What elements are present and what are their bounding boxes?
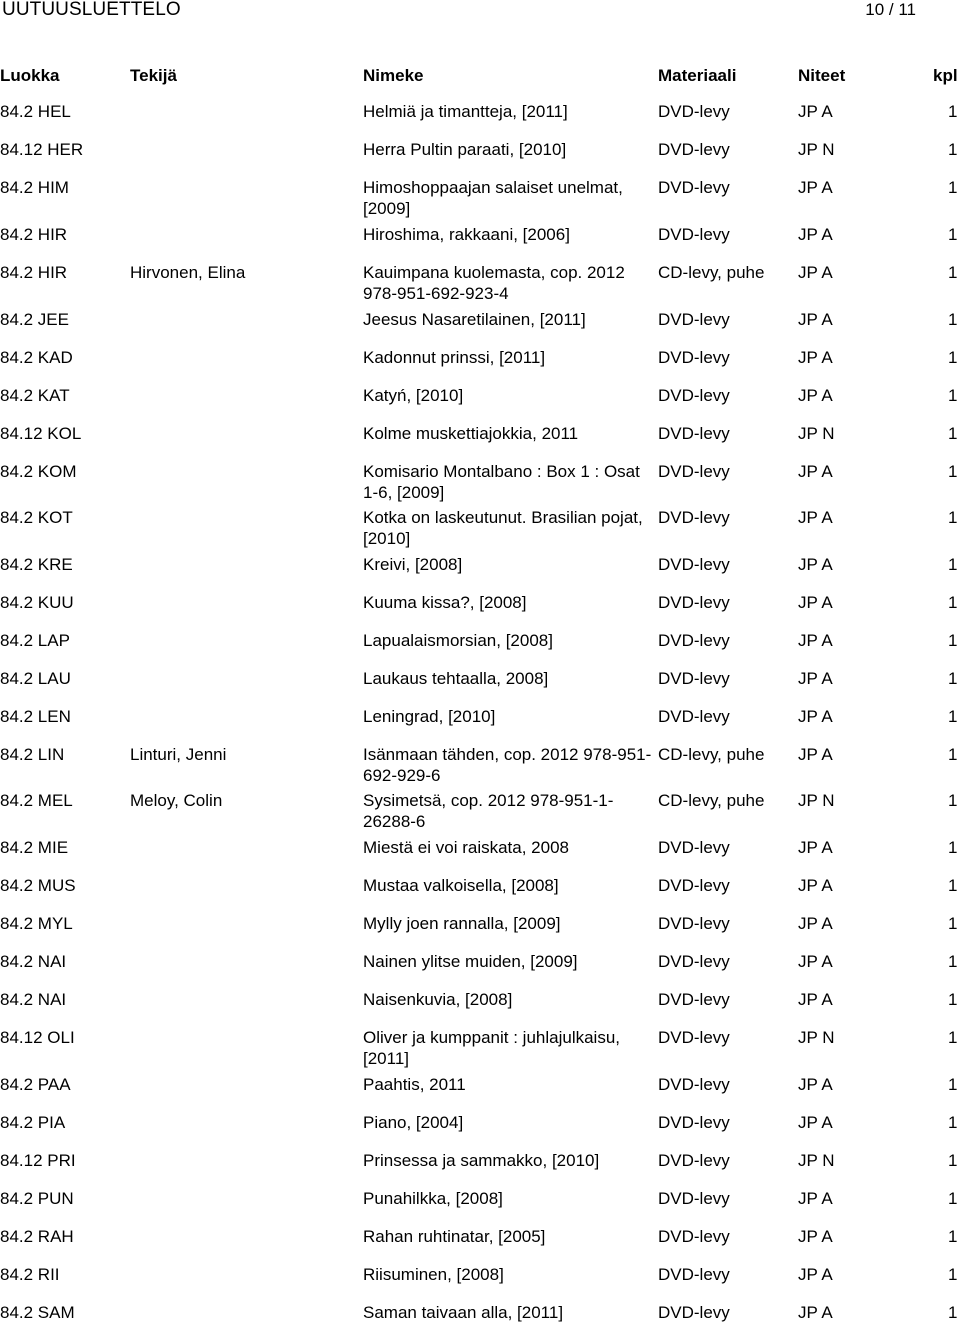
cell-tekija: Linturi, Jenni — [130, 745, 227, 764]
cell-nimeke: Himoshoppaajan salaiset unelmat, [2009] — [363, 178, 623, 218]
cell-niteet: JP A — [798, 593, 833, 612]
cell-nimeke: Kuuma kissa?, [2008] — [363, 593, 527, 612]
cell-materiaali: DVD-levy — [658, 424, 730, 443]
cell-materiaali: DVD-levy — [658, 990, 730, 1009]
cell-niteet: JP A — [798, 1227, 833, 1246]
cell-nimeke: Leningrad, [2010] — [363, 707, 496, 726]
cell-luokka: 84.2 MUS — [0, 876, 76, 895]
cell-niteet: JP N — [798, 1151, 835, 1170]
cell-luokka: 84.2 RAH — [0, 1227, 74, 1246]
cell-luokka: 84.2 NAI — [0, 952, 67, 971]
cell-materiaali: DVD-levy — [658, 1189, 730, 1208]
cell-kpl: 1 — [948, 555, 958, 574]
cell-luokka: 84.2 KOM — [0, 462, 77, 481]
cell-kpl: 1 — [948, 593, 958, 612]
cell-materiaali: CD-levy, puhe — [658, 263, 765, 282]
cell-nimeke: Herra Pultin paraati, [2010] — [363, 140, 567, 159]
cell-kpl: 1 — [948, 838, 958, 857]
column-header-luokka: Luokka — [0, 66, 60, 85]
cell-kpl: 1 — [948, 263, 958, 282]
cell-kpl: 1 — [948, 102, 958, 121]
cell-kpl: 1 — [948, 791, 958, 810]
cell-luokka: 84.2 KAD — [0, 348, 73, 367]
cell-materiaali: CD-levy, puhe — [658, 745, 765, 764]
cell-kpl: 1 — [948, 424, 958, 443]
cell-materiaali: DVD-levy — [658, 462, 730, 481]
cell-materiaali: DVD-levy — [658, 225, 730, 244]
cell-niteet: JP A — [798, 631, 833, 650]
cell-luokka: 84.12 OLI — [0, 1028, 75, 1047]
cell-niteet: JP A — [798, 1075, 833, 1094]
cell-niteet: JP A — [798, 669, 833, 688]
column-header-materiaali: Materiaali — [658, 66, 737, 85]
cell-niteet: JP A — [798, 348, 833, 367]
cell-tekija: Meloy, Colin — [130, 791, 223, 810]
cell-niteet: JP A — [798, 178, 833, 197]
cell-materiaali: DVD-levy — [658, 310, 730, 329]
cell-kpl: 1 — [948, 1028, 958, 1047]
cell-nimeke: Nainen ylitse muiden, [2009] — [363, 952, 578, 971]
cell-kpl: 1 — [948, 508, 958, 527]
cell-kpl: 1 — [948, 310, 958, 329]
cell-luokka: 84.2 SAM — [0, 1303, 75, 1322]
cell-nimeke: Punahilkka, [2008] — [363, 1189, 503, 1208]
cell-kpl: 1 — [948, 1303, 958, 1322]
cell-niteet: JP A — [798, 1189, 833, 1208]
cell-materiaali: DVD-levy — [658, 952, 730, 971]
cell-niteet: JP A — [798, 263, 833, 282]
cell-niteet: JP A — [798, 555, 833, 574]
cell-nimeke: Oliver ja kumppanit : juhlajulkaisu, [2011] — [363, 1028, 621, 1068]
cell-niteet: JP N — [798, 791, 835, 810]
cell-nimeke: Piano, [2004] — [363, 1113, 464, 1132]
cell-nimeke: Kreivi, [2008] — [363, 555, 463, 574]
cell-materiaali: DVD-levy — [658, 555, 730, 574]
cell-luokka: 84.2 PUN — [0, 1189, 74, 1208]
cell-nimeke: Naisenkuvia, [2008] — [363, 990, 513, 1009]
cell-niteet: JP A — [798, 707, 833, 726]
column-header-kpl: kpl — [933, 66, 958, 85]
cell-nimeke: Riisuminen, [2008] — [363, 1265, 504, 1284]
cell-kpl: 1 — [948, 1075, 958, 1094]
cell-materiaali: DVD-levy — [658, 1028, 730, 1047]
cell-luokka: 84.2 RII — [0, 1265, 60, 1284]
cell-niteet: JP N — [798, 140, 835, 159]
cell-kpl: 1 — [948, 1227, 958, 1246]
cell-nimeke: Mylly joen rannalla, [2009] — [363, 914, 561, 933]
cell-niteet: JP A — [798, 876, 833, 895]
cell-luokka: 84.2 HIR — [0, 225, 68, 244]
cell-materiaali: DVD-levy — [658, 348, 730, 367]
cell-luokka: 84.2 LAP — [0, 631, 70, 650]
cell-niteet: JP A — [798, 952, 833, 971]
cell-kpl: 1 — [948, 1189, 958, 1208]
cell-niteet: JP A — [798, 102, 833, 121]
cell-luokka: 84.2 KAT — [0, 386, 70, 405]
cell-luokka: 84.2 MIE — [0, 838, 69, 857]
cell-niteet: JP A — [798, 1113, 833, 1132]
cell-luokka: 84.2 HIM — [0, 178, 69, 197]
cell-materiaali: DVD-levy — [658, 140, 730, 159]
cell-niteet: JP A — [798, 745, 833, 764]
cell-materiaali: DVD-levy — [658, 1113, 730, 1132]
cell-kpl: 1 — [948, 952, 958, 971]
cell-nimeke: Rahan ruhtinatar, [2005] — [363, 1227, 546, 1246]
cell-luokka: 84.2 KOT — [0, 508, 73, 527]
cell-materiaali: DVD-levy — [658, 669, 730, 688]
cell-materiaali: DVD-levy — [658, 707, 730, 726]
cell-luokka: 84.2 KUU — [0, 593, 74, 612]
cell-niteet: JP A — [798, 462, 833, 481]
cell-nimeke: Isänmaan tähden, cop. 2012 978-951-692-929-6 — [363, 745, 652, 785]
cell-luokka: 84.2 NAI — [0, 990, 67, 1009]
cell-luokka: 84.12 PRI — [0, 1151, 76, 1170]
cell-kpl: 1 — [948, 386, 958, 405]
cell-luokka: 84.2 KRE — [0, 555, 73, 574]
cell-niteet: JP A — [798, 386, 833, 405]
cell-luokka: 84.12 HER — [0, 140, 84, 159]
cell-niteet: JP A — [798, 914, 833, 933]
cell-luokka: 84.2 PIA — [0, 1113, 66, 1132]
column-header-niteet: Niteet — [798, 66, 846, 85]
cell-luokka: 84.2 MEL — [0, 791, 73, 810]
cell-nimeke: Prinsessa ja sammakko, [2010] — [363, 1151, 600, 1170]
cell-materiaali: DVD-levy — [658, 1075, 730, 1094]
cell-luokka: 84.2 LIN — [0, 745, 65, 764]
cell-nimeke: Mustaa valkoisella, [2008] — [363, 876, 559, 895]
cell-niteet: JP A — [798, 310, 833, 329]
cell-kpl: 1 — [948, 1151, 958, 1170]
cell-materiaali: DVD-levy — [658, 1303, 730, 1322]
cell-luokka: 84.2 LAU — [0, 669, 71, 688]
cell-niteet: JP N — [798, 424, 835, 443]
cell-niteet: JP A — [798, 508, 833, 527]
cell-kpl: 1 — [948, 1265, 958, 1284]
cell-kpl: 1 — [948, 707, 958, 726]
cell-materiaali: DVD-levy — [658, 1151, 730, 1170]
cell-kpl: 1 — [948, 669, 958, 688]
cell-nimeke: Kadonnut prinssi, [2011] — [363, 348, 546, 367]
cell-kpl: 1 — [948, 178, 958, 197]
cell-materiaali: DVD-levy — [658, 102, 730, 121]
cell-niteet: JP A — [798, 1303, 833, 1322]
cell-materiaali: DVD-levy — [658, 508, 730, 527]
cell-nimeke: Laukaus tehtaalla, 2008] — [363, 669, 549, 688]
cell-niteet: JP A — [798, 990, 833, 1009]
cell-materiaali: DVD-levy — [658, 1265, 730, 1284]
cell-niteet: JP A — [798, 225, 833, 244]
cell-kpl: 1 — [948, 462, 958, 481]
cell-luokka: 84.2 HEL — [0, 102, 71, 121]
cell-materiaali: DVD-levy — [658, 1227, 730, 1246]
cell-nimeke: Kotka on laskeutunut. Brasilian pojat, [2010] — [363, 508, 643, 548]
cell-nimeke: Katyń, [2010] — [363, 386, 464, 405]
cell-luokka: 84.2 HIR — [0, 263, 68, 282]
cell-luokka: 84.2 JEE — [0, 310, 69, 329]
cell-materiaali: DVD-levy — [658, 914, 730, 933]
cell-niteet: JP A — [798, 1265, 833, 1284]
cell-nimeke: Paahtis, 2011 — [363, 1075, 466, 1094]
cell-kpl: 1 — [948, 1113, 958, 1132]
cell-nimeke: Lapualaismorsian, [2008] — [363, 631, 553, 650]
cell-kpl: 1 — [948, 631, 958, 650]
column-header-tekija: Tekijä — [130, 66, 177, 85]
cell-kpl: 1 — [948, 914, 958, 933]
column-header-nimeke: Nimeke — [363, 66, 424, 85]
page-title: UUTUUSLUETTELO — [2, 0, 181, 20]
cell-kpl: 1 — [948, 876, 958, 895]
cell-nimeke: Helmiä ja timantteja, [2011] — [363, 102, 568, 121]
cell-kpl: 1 — [948, 990, 958, 1009]
cell-materiaali: DVD-levy — [658, 876, 730, 895]
cell-nimeke: Kolme muskettiajokkia, 2011 — [363, 424, 579, 443]
cell-luokka: 84.2 PAA — [0, 1075, 71, 1094]
cell-materiaali: DVD-levy — [658, 178, 730, 197]
cell-materiaali: DVD-levy — [658, 838, 730, 857]
cell-tekija: Hirvonen, Elina — [130, 263, 246, 282]
cell-kpl: 1 — [948, 348, 958, 367]
cell-materiaali: DVD-levy — [658, 593, 730, 612]
cell-kpl: 1 — [948, 140, 958, 159]
cell-kpl: 1 — [948, 745, 958, 764]
cell-nimeke: Saman taivaan alla, [2011] — [363, 1303, 564, 1322]
cell-nimeke: Kauimpana kuolemasta, cop. 2012 978-951-692-923-4 — [363, 263, 625, 303]
cell-nimeke: Sysimetsä, cop. 2012 978-951-1-26288-6 — [363, 791, 614, 831]
cell-nimeke: Hiroshima, rakkaani, [2006] — [363, 225, 570, 244]
cell-materiaali: DVD-levy — [658, 631, 730, 650]
page-number: 10 / 11 — [865, 0, 916, 19]
cell-nimeke: Komisario Montalbano : Box 1 : Osat 1-6, [2009] — [363, 462, 640, 502]
cell-luokka: 84.12 KOL — [0, 424, 82, 443]
cell-materiaali: CD-levy, puhe — [658, 791, 765, 810]
cell-nimeke: Miestä ei voi raiskata, 2008 — [363, 838, 569, 857]
cell-kpl: 1 — [948, 225, 958, 244]
cell-luokka: 84.2 LEN — [0, 707, 71, 726]
cell-niteet: JP A — [798, 838, 833, 857]
cell-luokka: 84.2 MYL — [0, 914, 73, 933]
cell-nimeke: Jeesus Nasaretilainen, [2011] — [363, 310, 586, 329]
cell-materiaali: DVD-levy — [658, 386, 730, 405]
cell-niteet: JP N — [798, 1028, 835, 1047]
